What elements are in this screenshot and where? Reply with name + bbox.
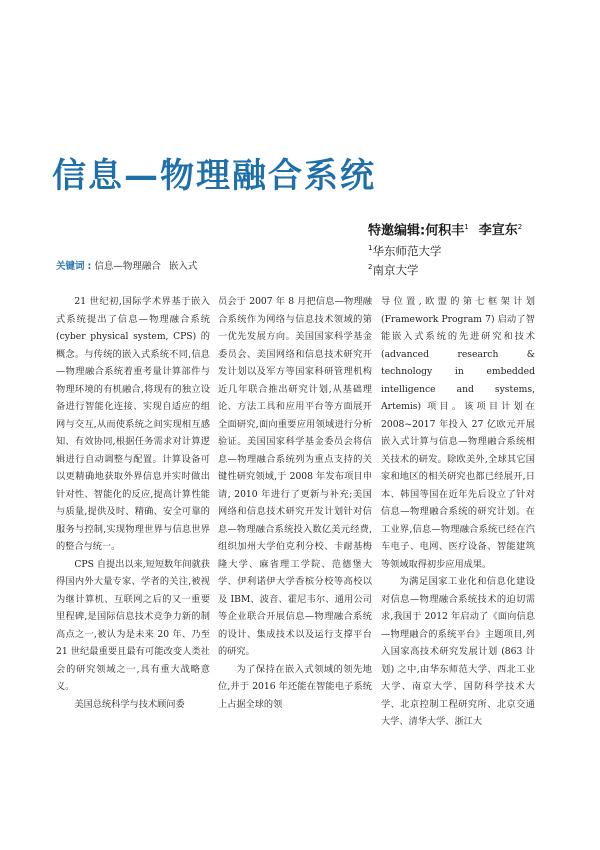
affiliation-1-sup: 1 bbox=[368, 244, 373, 253]
affiliation-1-text: 华东师范大学 bbox=[372, 244, 442, 259]
keyword-item: 嵌入式 bbox=[168, 261, 198, 272]
body-paragraph: 导位置,欧盟的第七框架计划 (Framework Program 7) 启动了智能嵌入式系统的先进研究和技术 (advanced research & technology in embedded intelligence and systems, Artemis) 项目。该项目计划在 2008~2017 年投入 27 亿欧元开展嵌入式计算与信息—物理融合系统相关技术的研发。除欧美外,全球其它国家和地区的相关研究也都已经展开,日本、韩国等国在近年先后设立了针对信息—物理融合系统的研究计划。在工业界,信息—物理融合系统已经在汽车电子、电网、医疗设备、智能建筑等领域取得初步应用成果。 bbox=[381, 296, 535, 570]
keywords-separator: : bbox=[87, 261, 92, 272]
body-paragraph: 员会于 2007 年 8 月把信息—物理融合系统作为网络与信息技术领域的第一优先发展方向。美国国家科学基金委员会、美国网络和信息技术研究开发计划以及军方等国家科研管理机构近几年联合推出研究计划,从基础理论、方法工具和应用平台等方面展开全面研究,面向重要应用领域进行分析验证。美国国家科学基金委员会将信息—物理融合系统列为重点支持的关键性研究领域,于 2008 年发布项目申请, 2010 年进行了更新与补充;美国网络和信息技术研究开发计划针对信息—物理融合系统投入数亿美元经费,组织加州大学伯克利分校、卡耐基梅隆大学、麻省理工学院、范德堡大学、伊利诺伊大学香槟分校等高校以及 IBM、波音、霍尼韦尔、通用公司等企业联合开展信息—物理融合系统的设计、集成技术以及运行支撑平台的研究。 bbox=[218, 296, 372, 657]
editor-sup-2: 2 bbox=[517, 223, 523, 231]
body-paragraph: 21 世纪初,国际学术界基于嵌入式系统提出了信息—物理融合系统 (cyber physical system, CPS) 的概念。与传统的嵌入式系统不同,信息—物理融合系统着重考量计算部件与物理环境的有机融合,将现有的独立设备进行智能化连接、实现自适应的组网与交互,从而使系统之间实现相互感知、有效协同,根据任务需求对计算逻辑进行自动调整与配置。计算设备可以更精确地获取外界信息并实时做出针对性、智能化的反应,提高计算性能与质量,提供及时、精确、安全可靠的服务与控制,实现物理世界与信息世界的整合与统一。 bbox=[56, 296, 210, 552]
body-paragraph: CPS 自提出以来,短短数年间就获得国内外大量专家、学者的关注,被视为继计算机、互联网之后的又一重要里程碑,是国际信息技术竞争力新的制高点之一,被认为是未来 20 年、乃至 21 世纪最重要且最有可能改变人类社会的研究领域之一,具有重大战略意义。 bbox=[56, 558, 210, 692]
editor-name-2: 李宣东 bbox=[478, 223, 518, 239]
affiliation-2-sup: 2 bbox=[368, 263, 373, 272]
guest-editors-line bbox=[368, 218, 568, 240]
body-paragraph: 美国总统科学与技术顾问委 bbox=[74, 698, 185, 710]
guest-editors-block bbox=[368, 218, 568, 278]
body-column-1 bbox=[56, 293, 210, 713]
editor-sup-1: 1 bbox=[464, 223, 469, 231]
body-paragraph: 为满足国家工业化和信息化建设对信息—物理融合系统技术的迫切需求,我国于 2012 年启动了《面向信息—物理融合的系统平台》主题项目,列入国家高技术研究发展计划 (863 计划) 之中,由华东师范大学、西北工业大学、南京大学、国防科学技术大学、北京控制工程研究所、北京交通大学、清华大学、浙江大 bbox=[381, 576, 535, 727]
body-paragraph: 为了保持在嵌入式领域的领先地位,并于 2016 年还能在智能电子系统上占据全球的领 bbox=[218, 663, 372, 710]
editor-name-1: 何积丰 bbox=[425, 223, 465, 239]
affiliation-2-text: 南京大学 bbox=[372, 262, 419, 277]
keyword-item: 信息—物理融合 bbox=[94, 261, 161, 272]
guest-editor-label: 特邀编辑: bbox=[368, 223, 426, 239]
affiliation-1 bbox=[368, 240, 568, 259]
body-column-2 bbox=[218, 293, 372, 713]
affiliation-2 bbox=[368, 259, 568, 278]
article-title: 信息—物理融合系统 bbox=[52, 156, 376, 196]
keywords-label: 关键词 bbox=[56, 261, 85, 272]
keywords-line bbox=[56, 258, 205, 272]
body-column-3 bbox=[381, 293, 535, 731]
